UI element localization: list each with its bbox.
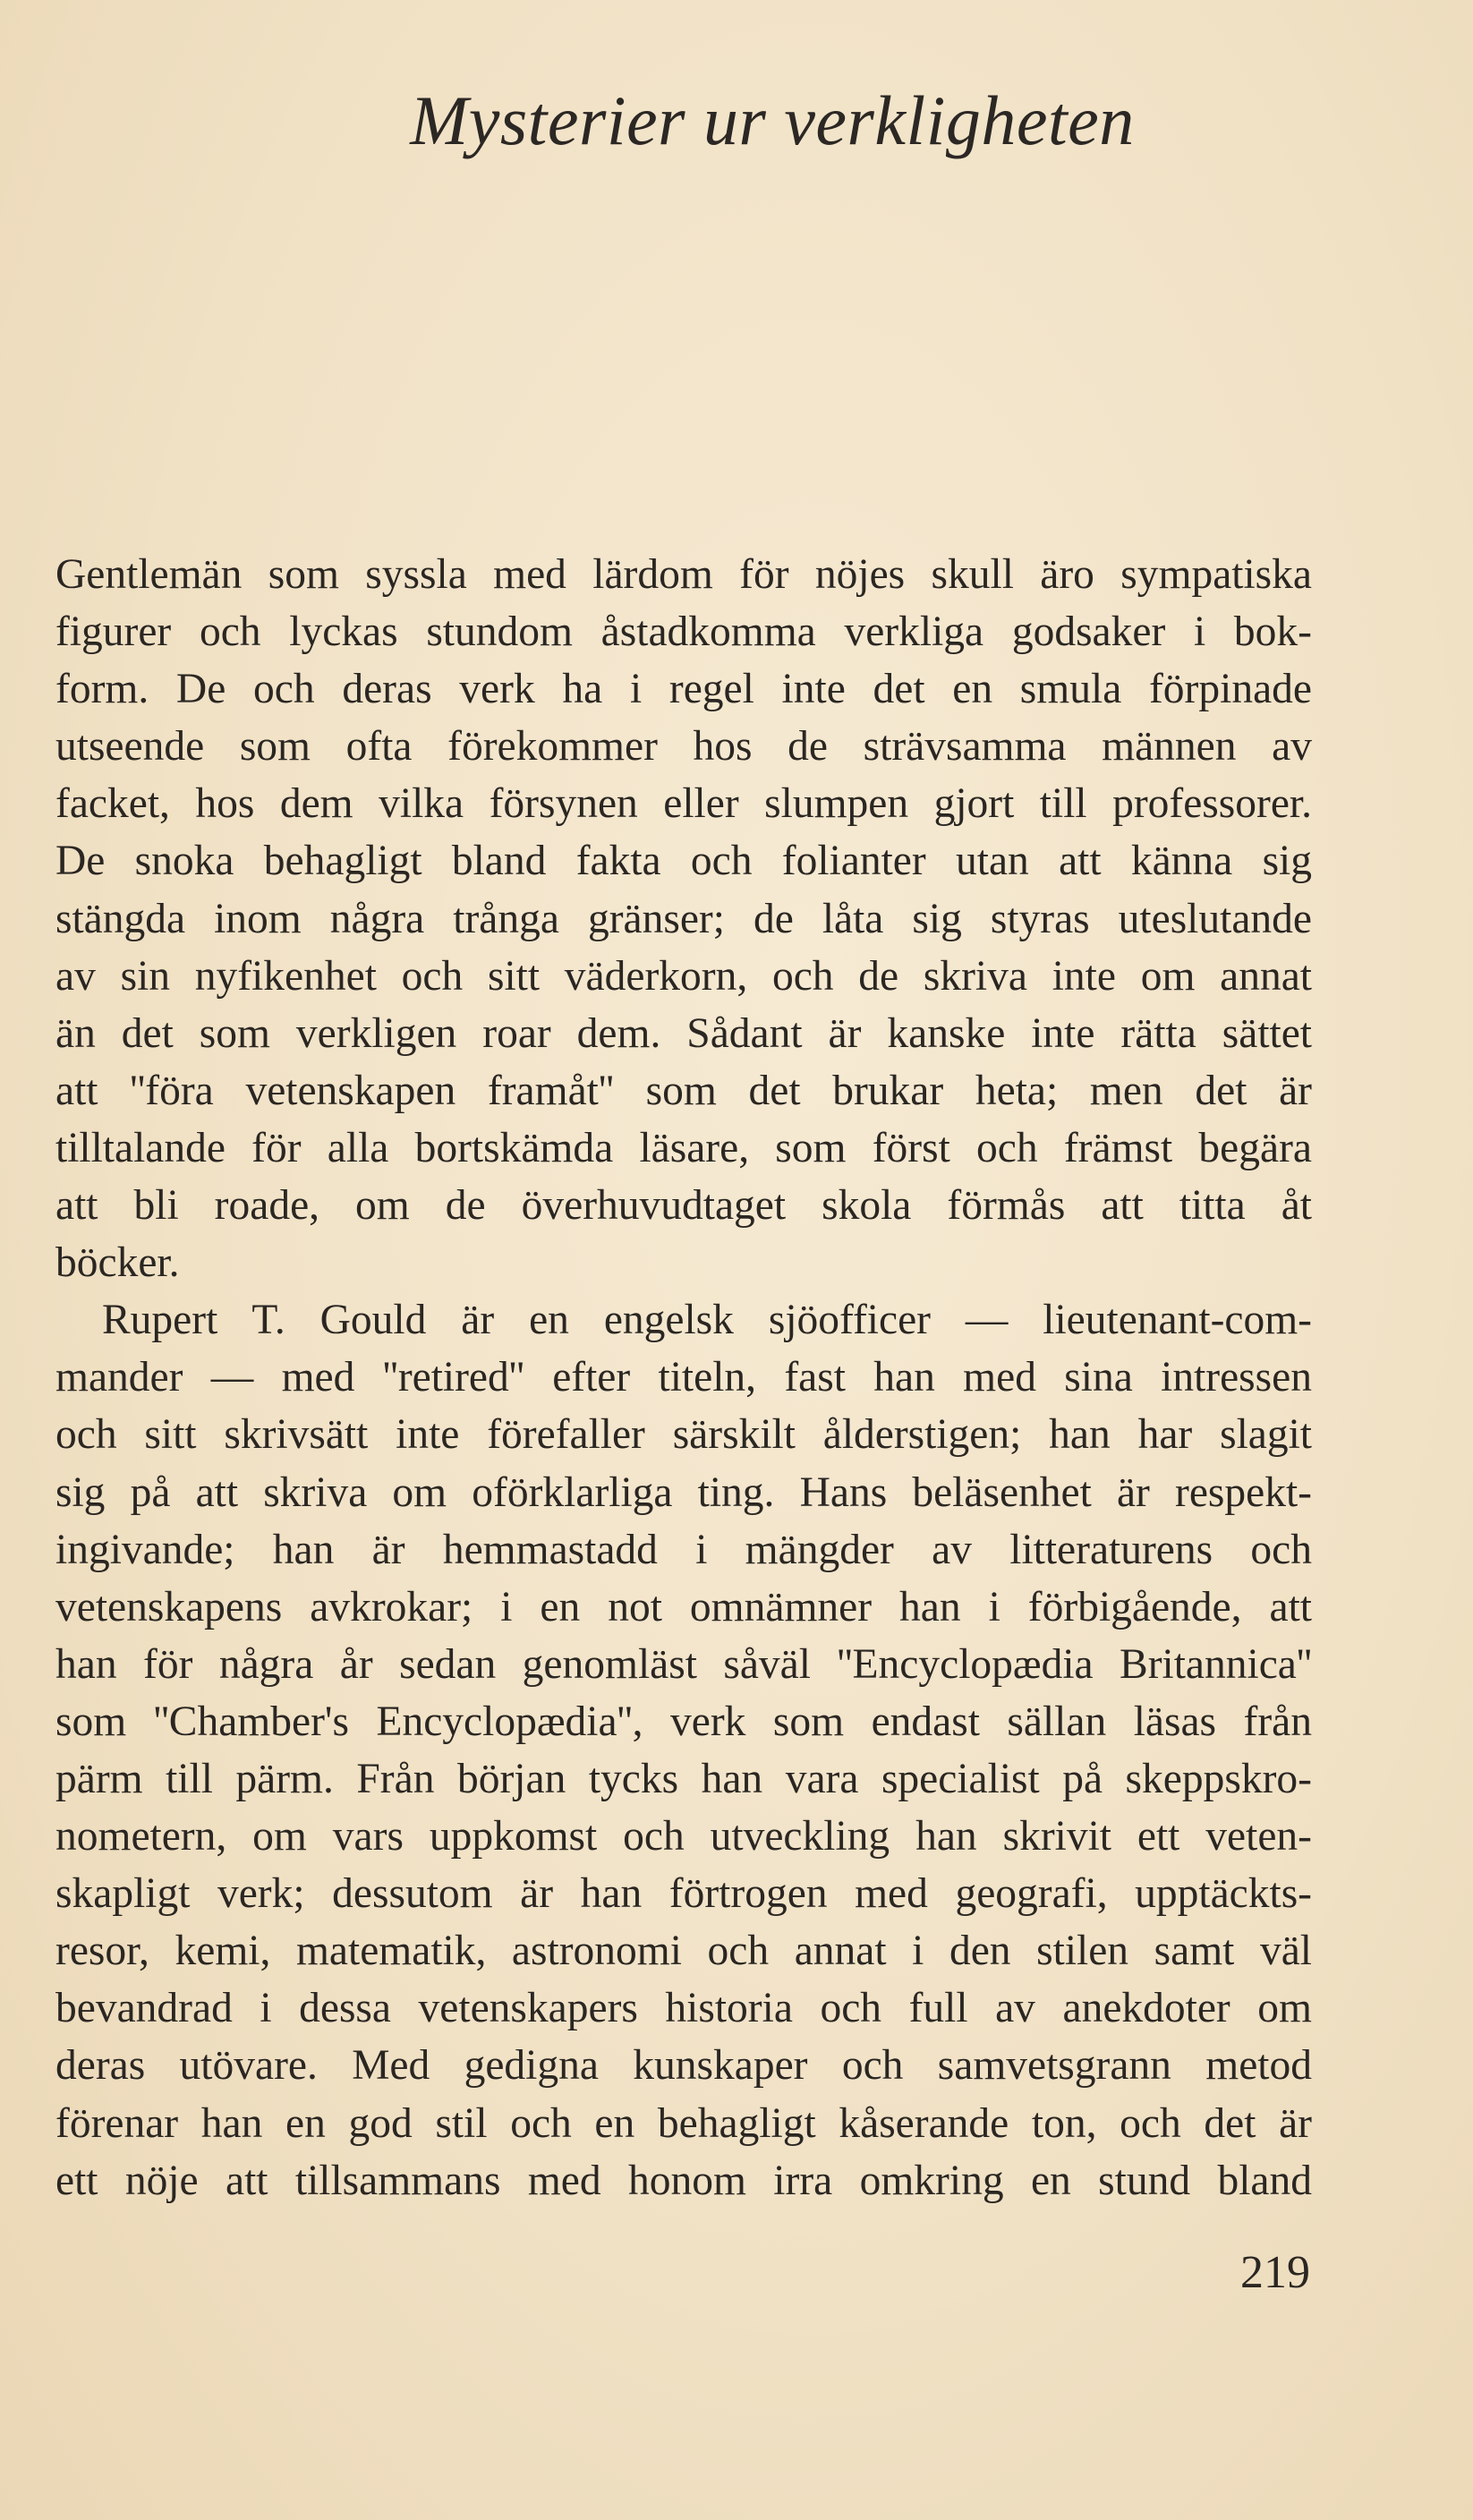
- text-line: vetenskapens avkrokar; i en not omnämner han i förbigående, att: [55, 1583, 1312, 1630]
- text-line: skapligt verk; dessutom är han förtrogen med geografi, upptäckts-: [55, 1870, 1312, 1918]
- text-line: tilltalande för alla bortskämda läsare, som först och främst begära: [55, 1124, 1312, 1171]
- text-line: förenar han en god stil och en behagligt kåserande ton, och det är: [55, 2099, 1312, 2147]
- text-line: resor, kemi, matematik, astronomi och annat i den stilen samt väl: [55, 1928, 1312, 1975]
- text-line: stängda inom några trånga gränser; de låta sig styras uteslutande: [55, 895, 1312, 942]
- text-line: nometern, om vars uppkomst och utveckling han skrivit ett veten-: [55, 1813, 1312, 1860]
- text-line: form. De och deras verk ha i regel inte det en smula förpinade: [55, 666, 1312, 713]
- text-line: deras utövare. Med gedigna kunskaper och samvetsgrann metod: [55, 2042, 1312, 2090]
- text-line: sig på att skriva om oförklarliga ting. Hans beläsenhet är respekt-: [55, 1469, 1312, 1516]
- text-line: ingivande; han är hemmastadd i mängder av litteraturens och: [55, 1526, 1312, 1573]
- text-line: mander — med ''retired'' efter titeln, fast han med sina intressen: [55, 1354, 1312, 1401]
- text-line: som ''Chamber's Encyclopædia'', verk som endast sällan läsas från: [55, 1698, 1312, 1745]
- paragraph-end-line: böcker.: [55, 1239, 180, 1287]
- body-text: [55, 546, 1312, 2209]
- text-line: ett nöje att tillsammans med honom irra omkring en stund bland: [55, 2157, 1312, 2204]
- text-line: De snoka behagligt bland fakta och folianter utan att känna sig: [55, 838, 1312, 885]
- text-line: att bli roade, om de överhuvudtaget skola förmås att titta åt: [55, 1182, 1312, 1230]
- text-line: utseende som ofta förekommer hos de strävsamma männen av: [55, 723, 1312, 770]
- text-line: pärm till pärm. Från början tycks han vara specialist på skeppskro-: [55, 1755, 1312, 1802]
- text-line: bevandrad i dessa vetenskapers historia och full av anekdoter om: [55, 1985, 1312, 2032]
- text-line: Gentlemän som syssla med lärdom för nöjes skull äro sympatiska: [55, 551, 1312, 598]
- text-line: av sin nyfikenhet och sitt väderkorn, och de skriva inte om annat: [55, 952, 1312, 1000]
- text-line: han för några år sedan genomläst såväl ''Encyclopædia Britannica'': [55, 1640, 1312, 1688]
- text-line: än det som verkligen roar dem. Sådant är kanske inte rätta sättet: [55, 1009, 1312, 1057]
- text-line: och sitt skrivsätt inte förefaller särskilt ålderstigen; han har slagit: [55, 1411, 1312, 1459]
- running-title: Mysterier ur verkligheten: [410, 81, 1135, 159]
- page-number: 219: [1240, 2247, 1310, 2298]
- text-line: figurer och lyckas stundom åstadkomma verkliga godsaker i bok-: [55, 609, 1312, 656]
- text-line: att ''föra vetenskapen framåt'' som det brukar heta; men det är: [55, 1067, 1312, 1114]
- text-line: facket, hos dem vilka försynen eller slumpen gjort till professorer.: [55, 780, 1312, 828]
- paragraph-start-line: Rupert T. Gould är en engelsk sjöofficer — lieutenant-com-: [102, 1297, 1312, 1344]
